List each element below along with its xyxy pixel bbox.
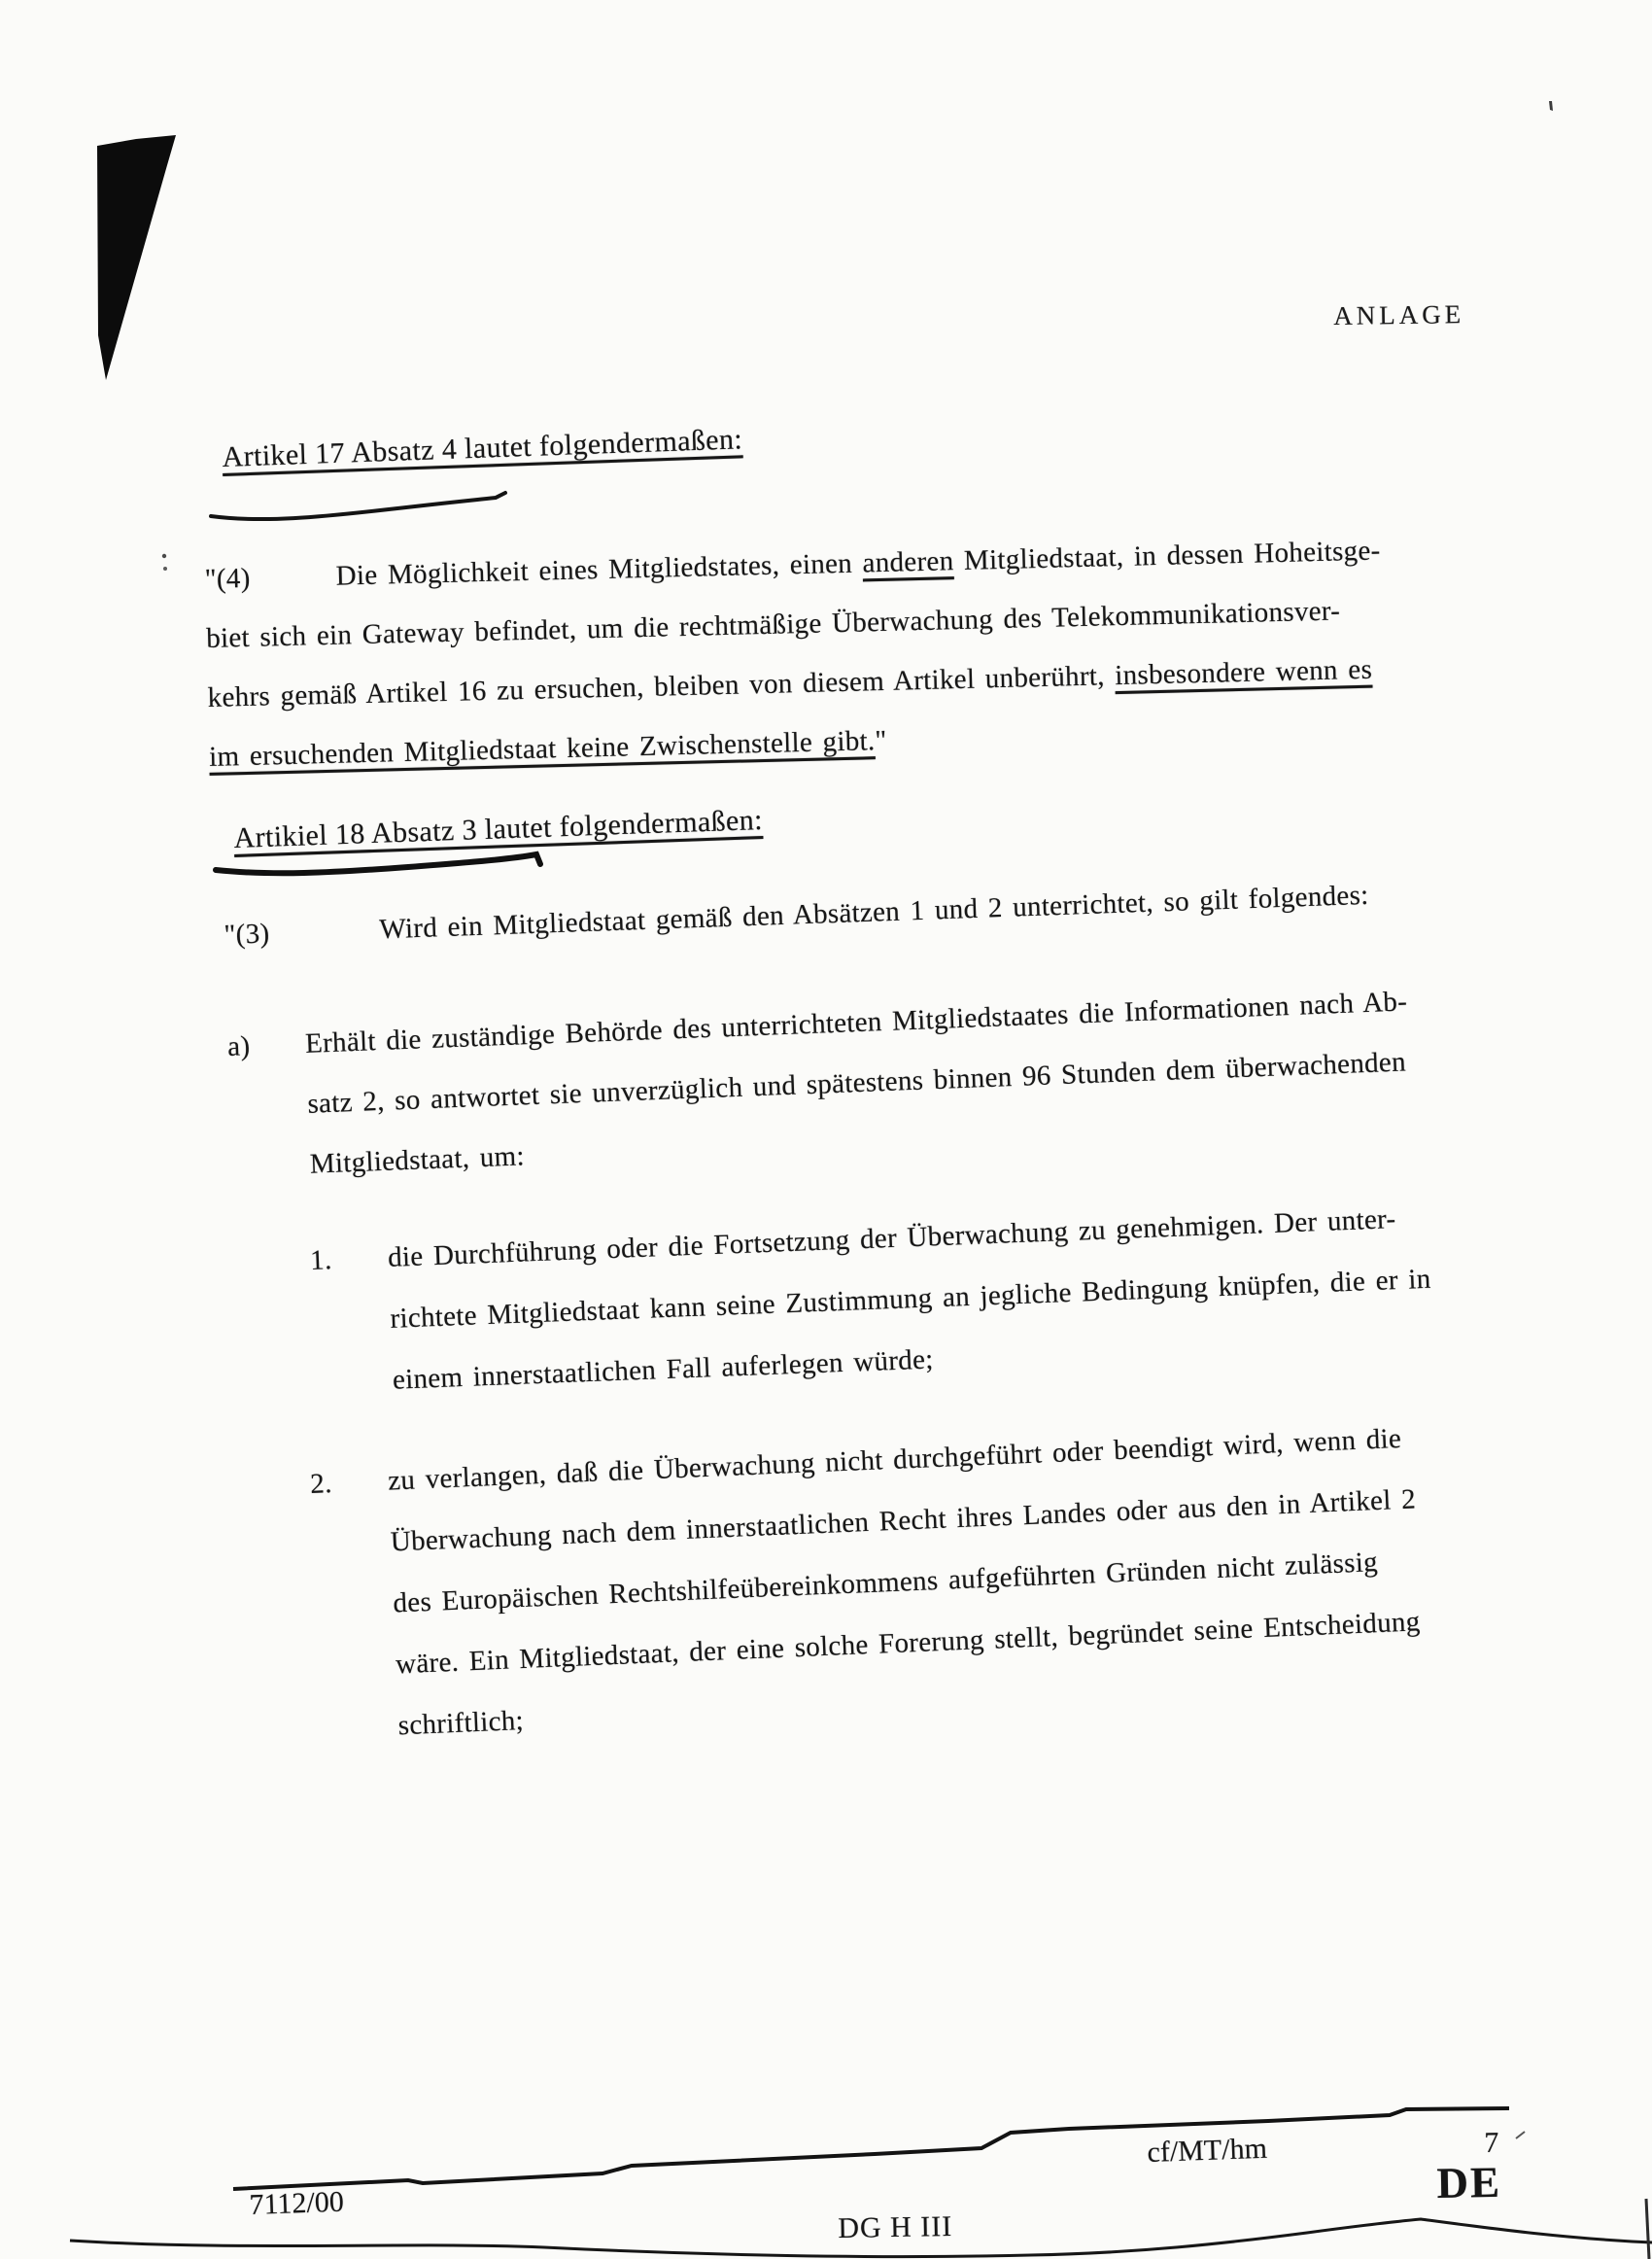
annex-label: ANLAGE: [1333, 299, 1465, 330]
footer-document-number: 7112/00: [249, 2185, 345, 2221]
list-item-text: Erhält die zuständige Behörde des unterrichteten Mitgliedstaates die Informationen nach Ab-: [304, 986, 1408, 1060]
list-item-1: [309, 1188, 1434, 1414]
footer-language-code: DE: [1436, 2157, 1502, 2207]
list-item-text: des Europäischen Rechtshilfeübereinkommens aufgeführten Gründen nicht zulässig: [392, 1547, 1379, 1619]
list-item-text: die Durchführung oder die Fortsetzung der Überwachung zu genehmigen. Der unter-: [387, 1203, 1396, 1273]
list-item-text: schriftlich;: [397, 1705, 525, 1742]
list-item-a-label: a): [226, 1030, 251, 1062]
article17-heading: [222, 423, 743, 474]
list-item-text: Mitgliedstaat, um:: [309, 1140, 526, 1180]
list-item-a: [226, 971, 1413, 1197]
underlined-phrase: insbesondere wenn es: [1114, 653, 1373, 692]
paragraph-text: Mitgliedstaat, in dessen Hoheitsge-: [953, 535, 1381, 577]
footer-rule: [233, 2108, 1509, 2189]
list-item-text: satz 2, so antwortet sie unverzüglich und spätestens binnen 96 Stunden dem überwachenden: [306, 1046, 1407, 1120]
article17-heading-text: Artikel 17 Absatz 4 lautet folgendermaßen:: [222, 423, 743, 473]
paragraph-3-label: "(3): [224, 918, 270, 951]
underlined-word-anderen: anderen: [862, 545, 954, 579]
list-item-1-label: 1.: [309, 1244, 333, 1276]
speck-artifact: [163, 567, 167, 571]
article18-paragraph-3: [224, 880, 1369, 952]
speck-artifact: [1516, 2132, 1525, 2138]
footer-directorate: DG H III: [838, 2209, 953, 2244]
paragraph-text: Die Möglichkeit eines Mitgliedstates, einen: [335, 547, 863, 592]
article17-paragraph-4: [204, 521, 1386, 786]
paragraph-4-label: "(4): [204, 562, 251, 595]
list-item-text: zu verlangen, daß die Überwachung nicht durchgeführt oder beendigt wird, wenn die: [387, 1422, 1402, 1497]
scan-wedge-artifact: [97, 135, 176, 380]
page-corner-tick-artifact: [1646, 2199, 1649, 2259]
list-item-text: richtete Mitgliedstaat kann seine Zustimmung an jegliche Bedingung knüpfen, die er in: [389, 1263, 1432, 1335]
hand-underline-article17: [211, 493, 505, 519]
list-item-text: Überwachung nach dem innerstaatlichen Recht ihres Landes oder aus den in Artikel 2: [390, 1483, 1417, 1558]
list-item-text: einem innerstaatlichen Fall auferlegen würde;: [392, 1343, 935, 1396]
speck-artifact: [162, 554, 166, 558]
paragraph-text: kehrs gemäß Artikel 16 zu ersuchen, bleiben von diesem Artikel unberührt,: [207, 660, 1116, 713]
footer-drafter-initials: cf/MT/hm: [1147, 2132, 1268, 2169]
article18-heading: [233, 804, 763, 855]
list-item-2-label: 2.: [309, 1468, 333, 1500]
closing-quote: ": [875, 724, 887, 757]
list-item-2: [309, 1408, 1425, 1759]
hand-underline-article18: [216, 854, 540, 873]
paragraph-text: Wird ein Mitgliedstaat gemäß den Absätzen 1 und 2 unterrichtet, so gilt folgendes:: [378, 879, 1370, 946]
apostrophe-speck-artifact: [1549, 101, 1553, 111]
article18-heading-text: Artikiel 18 Absatz 3 lautet folgendermaßen:: [233, 803, 764, 854]
list-item-text: wäre. Ein Mitgliedstaat, der eine solche Forerung stellt, begründet seine Entscheidung: [395, 1606, 1422, 1681]
paragraph-text: biet sich ein Gateway befindet, um die rechtmäßige Überwachung des Telekommunikationsver-: [205, 595, 1341, 654]
footer-page-number: 7: [1484, 2126, 1499, 2159]
underlined-phrase: im ersuchenden Mitgliedstaat keine Zwischenstelle gibt.: [208, 725, 876, 773]
